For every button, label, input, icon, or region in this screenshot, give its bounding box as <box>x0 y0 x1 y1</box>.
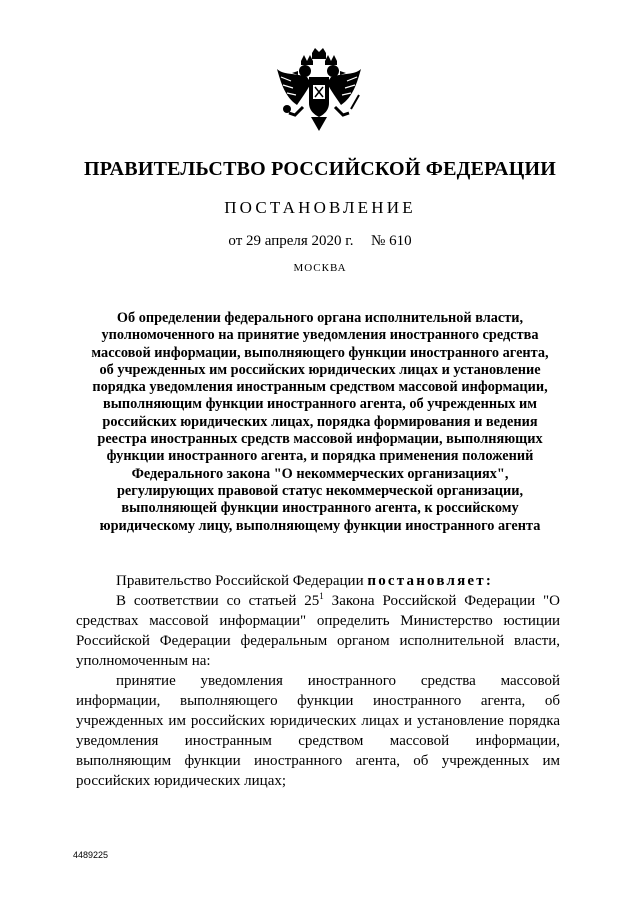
document-number: № 610 <box>371 233 412 249</box>
intro-text: Правительство Российской Федерации <box>116 573 364 589</box>
government-title: ПРАВИТЕЛЬСТВО РОССИЙСКОЙ ФЕДЕРАЦИИ <box>84 158 556 180</box>
document-place: МОСКВА <box>293 262 347 274</box>
subject-line: выполняющим функции иностранного агента, об учрежденных им <box>102 396 537 413</box>
subject-line: массовой информации, выполняющего функции иностранного агента, <box>91 344 549 361</box>
document-type: ПОСТАНОВЛЕНИЕ <box>224 198 416 217</box>
document-date: от 29 апреля 2020 г. <box>228 233 354 249</box>
subject-line: выполняющей функции иностранного агента, к российскому <box>121 500 519 517</box>
subject-line: юридическому лицу, выполняющему функции иностранного агента <box>99 517 541 534</box>
decrees-word: постановляет: <box>367 573 494 589</box>
subject-line: Федерального закона "О некоммерческих организациях", <box>131 465 509 482</box>
document-code: 4489225 <box>73 850 109 860</box>
document-date-number <box>0 233 640 250</box>
subject-line: реестра иностранных средств массовой информации, выполняющих <box>97 431 543 448</box>
paragraph-rest: Закона Российской Федерации "О средствах массовой информации" определить Министерство юстиции Российской Федерации федеральным органом исполнительной власти, уполномоченным на: <box>76 593 560 669</box>
paragraph-start: В соответствии со статьей 25 <box>116 593 320 609</box>
paragraph-notification: принятие уведомления иностранного средства массовой информации, выполняющего функции иностранного агента, об учрежденных им российских юридических лицах и установление порядка уведомления иностранным средством массовой информации, выполняющим функции иностранного агента, об учрежденных им российских юридических лицах; <box>76 673 560 789</box>
subject-line: регулирующих правовой статус некоммерческой организации, <box>116 482 524 499</box>
subject-line: уполномоченного на принятие уведомления иностранного средства <box>101 327 539 344</box>
paragraph-article <box>76 591 560 671</box>
document-subject <box>80 310 560 535</box>
document-body <box>76 571 560 791</box>
subject-line: Об определении федерального органа исполнительной власти, <box>116 310 524 326</box>
subject-line: порядка уведомления иностранным средством массовой информации, <box>92 379 548 396</box>
intro-paragraph <box>76 571 560 591</box>
subject-line: функции иностранного агента, и порядка применения положений <box>106 448 534 465</box>
subject-line: российских юридических лицах, порядка формирования и ведения <box>102 413 538 430</box>
article-superscript: 1 <box>319 591 324 601</box>
subject-line: об учрежденных им российских юридических лицах и установление <box>99 361 541 378</box>
double-headed-eagle-icon <box>267 47 371 141</box>
